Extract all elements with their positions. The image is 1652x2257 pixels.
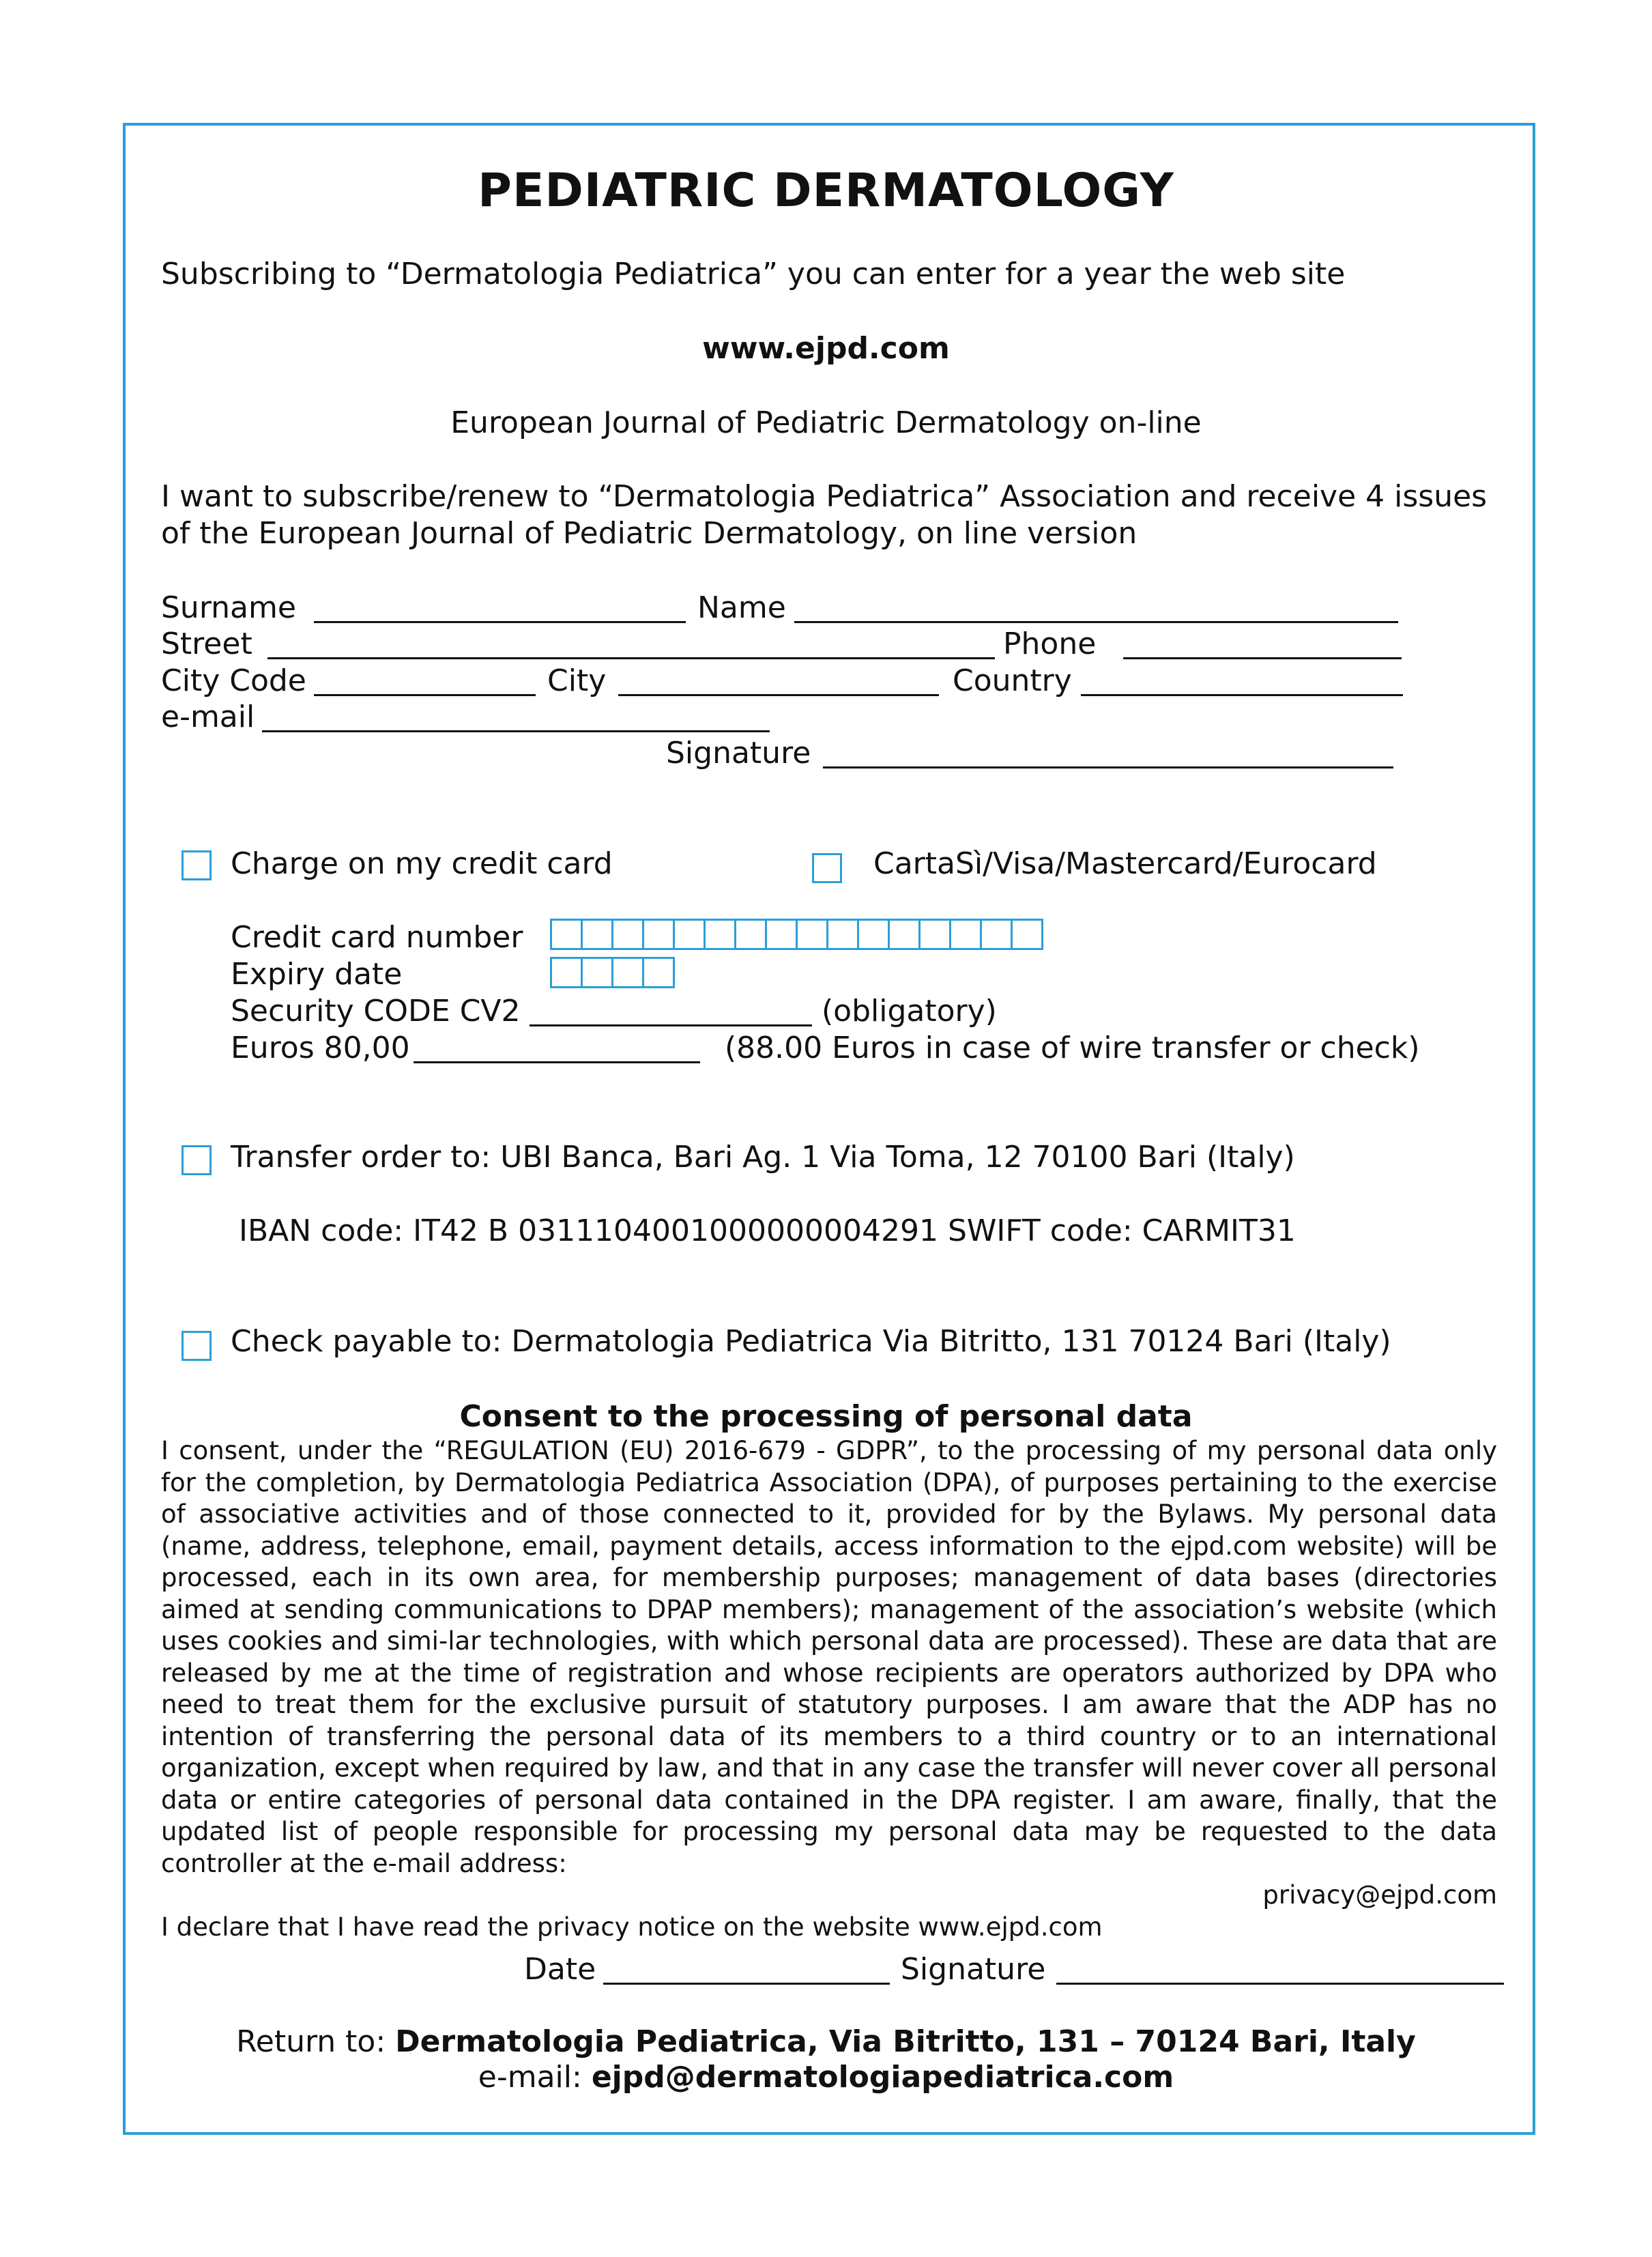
expiry-boxes[interactable] — [550, 957, 673, 988]
check-checkbox[interactable] — [182, 1331, 212, 1361]
surname-field[interactable] — [314, 594, 686, 626]
return-label: Return to: — [236, 2024, 396, 2059]
journal-online-text: European Journal of Pediatric Dermatology on-line — [450, 405, 1202, 440]
euros-field[interactable] — [414, 1034, 700, 1066]
signature-field[interactable] — [823, 739, 1393, 771]
footer-signature-field[interactable] — [1056, 1955, 1504, 1987]
name-label: Name — [697, 590, 786, 625]
city-field[interactable] — [618, 667, 939, 699]
security-code-note: (obligatory) — [822, 994, 997, 1029]
date-label: Date — [524, 1952, 596, 1987]
return-email-line — [0, 2060, 1652, 2095]
email-label: e-mail — [161, 700, 255, 734]
intro-text: Subscribing to “Dermatologia Pediatrica” you can enter for a year the web site — [161, 257, 1346, 291]
transfer-checkbox[interactable] — [182, 1145, 212, 1175]
signature-label: Signature — [666, 736, 811, 771]
iban-text: IBAN code: IT42 B 0311104001000000004291 SWIFT code: CARMIT31 — [239, 1213, 1296, 1248]
credit-card-option-label: Charge on my credit card — [231, 846, 613, 881]
city-code-label: City Code — [161, 663, 306, 698]
surname-label: Surname — [161, 590, 296, 625]
website-link[interactable]: www.ejpd.com — [702, 331, 950, 366]
email-field[interactable] — [262, 703, 770, 735]
street-field[interactable] — [267, 630, 995, 662]
expiry-label: Expiry date — [231, 957, 403, 992]
security-code-label: Security CODE CV2 — [231, 994, 521, 1029]
street-label: Street — [161, 627, 252, 661]
city-label: City — [547, 663, 607, 698]
credit-card-checkbox[interactable] — [182, 850, 212, 880]
date-field[interactable] — [603, 1955, 890, 1987]
security-code-field[interactable] — [530, 997, 812, 1029]
privacy-declaration: I declare that I have read the privacy notice on the website www.ejpd.com — [161, 1912, 1103, 1942]
card-brands-checkbox[interactable] — [812, 853, 842, 883]
footer-signature-label: Signature — [901, 1952, 1046, 1987]
card-number-label: Credit card number — [231, 920, 523, 955]
return-email-label: e-mail: — [478, 2060, 592, 2095]
transfer-option-label: Transfer order to: UBI Banca, Bari Ag. 1 Via Toma, 12 70100 Bari (Italy) — [231, 1140, 1295, 1175]
name-field[interactable] — [794, 594, 1398, 626]
privacy-email[interactable]: privacy@ejpd.com — [1262, 1880, 1497, 1910]
city-code-field[interactable] — [314, 667, 536, 699]
subscribe-text-1: I want to subscribe/renew to “Dermatologia Pediatrica” Association and receive 4 issues — [161, 479, 1488, 514]
euros-note: (88.00 Euros in case of wire transfer or check) — [725, 1031, 1420, 1065]
consent-heading: Consent to the processing of personal data — [459, 1399, 1193, 1434]
page-title: PEDIATRIC DERMATOLOGY — [478, 164, 1174, 218]
return-address: Dermatologia Pediatrica, Via Bitritto, 131 – 70124 Bari, Italy — [395, 2024, 1416, 2059]
return-address-line — [0, 2024, 1652, 2059]
country-label: Country — [953, 663, 1072, 698]
card-number-boxes[interactable] — [550, 919, 1041, 950]
country-field[interactable] — [1081, 667, 1403, 699]
consent-text: I consent, under the “REGULATION (EU) 2016-679 - GDPR”, to the processing of my personal data only for the completion, by Dermatologia Pediatrica Association (DPA), of purposes pertaining to the exercise of associative activities and of those connected to it, provided for by the Bylaws. My personal data (name, address, telephone, email, payment details, access information to the ejpd.com website) will be processed, each in its own area, for membership purposes; management of data bases (directories aimed at sending communications to DPAP members); management of the association’s website (which uses cookies and simi-lar technologies, with which personal data are processed). These are data that are released by me at the time of registration and whose recipients are operators authorized by DPA who need to treat them for the exclusive pursuit of statutory purposes. I am aware that the ADP has no intention of transferring the personal data of its members to a third country or to an international organization, except when required by law, and that in any case the transfer will never cover all personal data or entire categories of personal data contained in the DPA register. I am aware, finally, that the updated list of people responsible for processing my personal data may be requested to the data controller at the e-mail address: — [161, 1436, 1497, 1878]
euros-label: Euros 80,00 — [231, 1031, 410, 1065]
return-email[interactable]: ejpd@dermatologiapediatrica.com — [591, 2060, 1174, 2095]
phone-label: Phone — [1003, 627, 1097, 661]
consent-body — [161, 1435, 1497, 1943]
check-option-label: Check payable to: Dermatologia Pediatrica Via Bitritto, 131 70124 Bari (Italy) — [231, 1324, 1391, 1359]
card-brands-label: CartaSì/Visa/Mastercard/Eurocard — [873, 846, 1377, 881]
subscribe-text-2: of the European Journal of Pediatric Dermatology, on line version — [161, 516, 1137, 551]
phone-field[interactable] — [1123, 630, 1402, 662]
